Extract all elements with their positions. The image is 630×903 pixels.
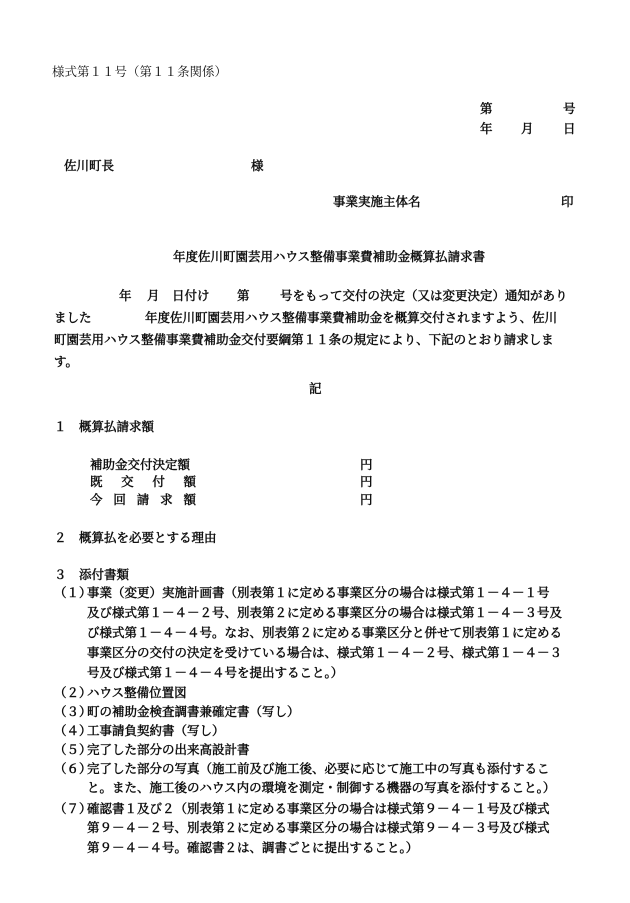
body-line1-tail: 号をもって交付の決定（又は変更決定）通知があり: [280, 288, 568, 303]
attachment-line: ハウス整備位置図: [87, 685, 187, 700]
attachment-line: 確認書１及び２（別表第１に定める事業区分の場合は様式第９－４－１号及び様式: [87, 801, 550, 816]
seal-mark: 印: [561, 194, 574, 209]
attachment-num: （３）: [54, 704, 92, 719]
label-char: 付: [152, 474, 165, 489]
attachment-line: び様式第１－４－４号。なお、別表第２に定める事業区分と併せて別表第１に定める: [87, 625, 563, 640]
label-char: 額: [183, 474, 196, 489]
body-number-prefix: 第: [237, 288, 250, 303]
date-month: 月: [521, 121, 534, 136]
section2-heading: ２ 概算払を必要とする理由: [54, 530, 217, 545]
body-date-suffix: 日付け: [172, 288, 210, 303]
attachment-line: 号及び様式第１－４－４号を提出すること。）: [87, 665, 344, 680]
attachment-line: 第９－４－２号、別表第２に定める事業区分の場合は様式第９－４－３号及び様式: [87, 820, 550, 835]
attachment-num: （６）: [54, 761, 92, 776]
attachment-line: 完了した部分の出来高設計書: [87, 742, 250, 757]
attachment-line: 完了した部分の写真（施工前及び施工後、必要に応じて施工中の写真も添付するこ: [87, 761, 550, 776]
attachment-line: と。また、施工後のハウス内の環境を測定・制御する機器の写真を添付すること。）: [87, 780, 556, 795]
ki-mark: 記: [309, 381, 322, 396]
attachment-num: （１）: [54, 585, 92, 600]
amount-label-already: [90, 476, 196, 489]
attachment-line: 事業（変更）実施計画書（別表第１に定める事業区分の場合は様式第１－４－１号: [87, 585, 550, 600]
document-title: 年度佐川町園芸用ハウス整備事業費補助金概算払請求書: [173, 249, 486, 264]
attachment-line: 事業区分の交付の決定を受けている場合は、様式第１－４－２号、様式第１－４－３: [87, 645, 563, 660]
attachment-line: 第９－４－４号。確認書２は、調書ごとに提出すること。）: [87, 840, 419, 855]
body-line3: 町園芸用ハウス整備事業費補助金交付要綱第１１条の規定により、下記のとおり請求しま: [54, 332, 554, 347]
attachment-line: 及び様式第１－４－２号、別表第２に定める事業区分の場合は様式第１－４－３号及: [87, 605, 563, 620]
label-char: 交: [121, 474, 134, 489]
attachment-num: （４）: [54, 723, 92, 738]
body-line2-tail: 年度佐川町園芸用ハウス整備事業費補助金を概算交付されますよう、佐川: [145, 310, 558, 325]
amount-unit-already: 円: [360, 474, 373, 489]
body-month: 月: [147, 288, 160, 303]
addressee-honorific: 様: [251, 158, 264, 173]
number-suffix: 号: [563, 101, 576, 116]
attachment-num: （２）: [54, 685, 92, 700]
label-char: 既: [90, 474, 103, 489]
number-prefix: 第: [480, 101, 493, 116]
date-day: 日: [563, 121, 576, 136]
section1-heading: １ 概算払請求額: [54, 419, 155, 434]
label-char: 額: [183, 492, 196, 507]
amount-label-current: [90, 494, 196, 507]
label-char: 回: [113, 492, 126, 507]
body-year: 年: [119, 288, 132, 303]
body-line2-head: ました: [54, 310, 92, 325]
form-id: 様式第１１号（第１１条関係）: [52, 64, 228, 79]
label-char: 求: [160, 492, 173, 507]
attachment-num: （７）: [54, 801, 92, 816]
date-year: 年: [480, 121, 493, 136]
attachment-line: 町の補助金検査調書兼確定書（写し）: [87, 704, 300, 719]
label-char: 今: [90, 492, 103, 507]
amount-unit-current: 円: [360, 492, 373, 507]
amount-label-decided: 補助金交付決定額: [90, 457, 191, 472]
body-line4: す。: [54, 354, 79, 369]
amount-unit-decided: 円: [360, 457, 373, 472]
attachment-num: （５）: [54, 742, 92, 757]
applicant-label: 事業実施主体名: [333, 194, 421, 209]
section3-heading: ３ 添付書類: [54, 567, 130, 582]
addressee-name: 佐川町長: [64, 158, 115, 173]
label-char: 請: [136, 492, 150, 507]
attachment-line: 工事請負契約書（写し）: [87, 723, 225, 738]
